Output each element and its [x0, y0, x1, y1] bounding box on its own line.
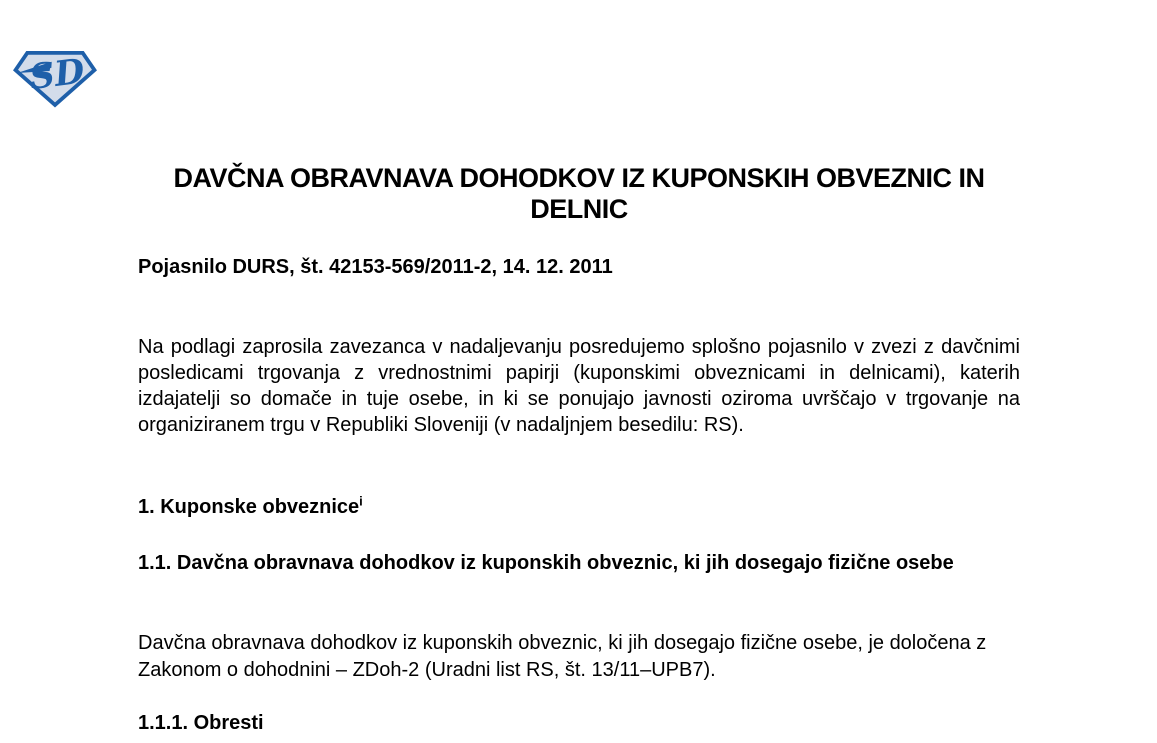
sd-logo — [13, 49, 97, 108]
document-title: DAVČNA OBRAVNAVA DOHODKOV IZ KUPONSKIH OBVEZNIC IN DELNIC — [173, 163, 985, 224]
document-reference: Pojasnilo DURS, št. 42153-569/2011-2, 14. 12. 2011 — [138, 256, 613, 278]
section-1-heading — [138, 493, 1020, 521]
logo-letters: SD — [27, 51, 87, 98]
section-1-1-paragraph: Davčna obravnava dohodkov iz kuponskih obveznic, ki jih dosegajo fizične osebe, je določena z Zakonom o dohodnini – ZDoh-2 (Uradni list RS, št. 13/11–UPB7). — [138, 632, 987, 681]
intro-paragraph: Na podlagi zaprosila zavezanca v nadaljevanju posredujemo splošno pojasnilo v zvezi z davčnimi posledicami trgovanja z vrednostnimi papirji (kuponskimi obveznicami in delnicami), katerih izdajatelji so domače in tuje osebe, in ki se ponujajo javnosti oziroma uvrščajo v trgovanje na organiziranem trgu v Republiki Sloveniji (v nadaljnjem besedilu: RS). — [138, 336, 1020, 436]
section-1-1-heading: 1.1. Davčna obravnava dohodkov iz kuponskih obveznic, ki jih dosegajo fizične osebe — [138, 552, 954, 574]
section-1-heading-text: 1. Kuponske obveznice — [138, 496, 360, 518]
section-1-1-1-heading: 1.1.1. Obresti — [138, 712, 264, 734]
footnote-ref-i: i — [359, 493, 363, 509]
